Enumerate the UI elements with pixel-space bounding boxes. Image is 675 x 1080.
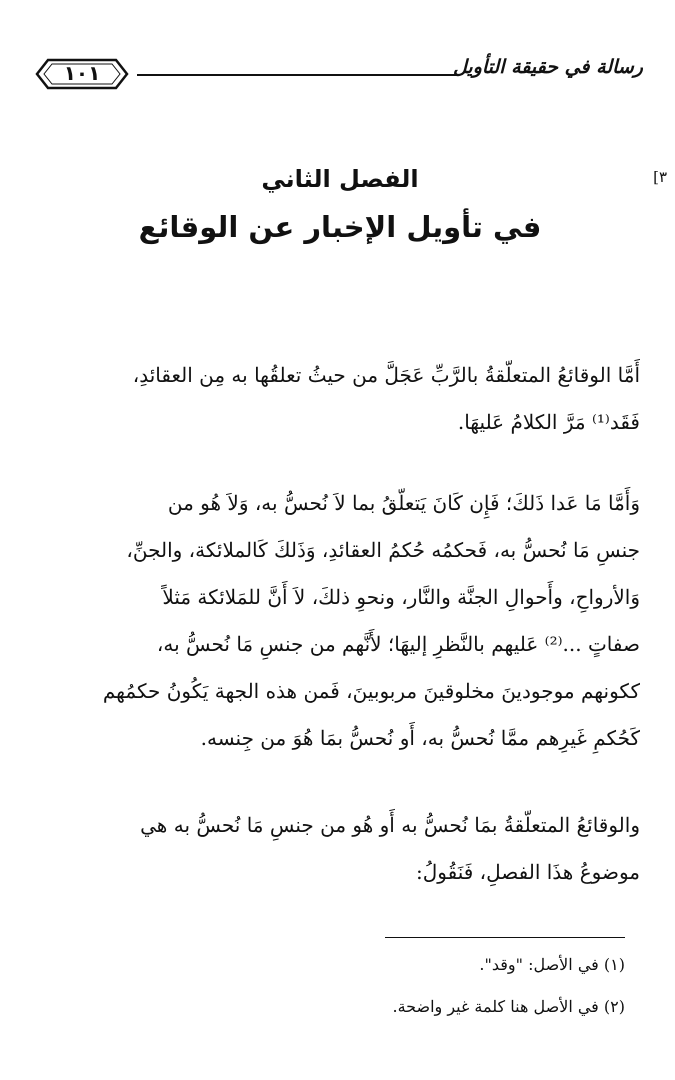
page-number: ١٠١ [63, 61, 101, 85]
footnote-rule [385, 937, 625, 938]
chapter-title: الفصل الثاني [261, 165, 419, 193]
header-rule [137, 74, 457, 76]
text-line: وَالأرواحِ، وأَحوالِ الجنَّة والنَّار، ونحوِ ذلكَ، لاَ أَنَّ للمَلائكة مَثلاً [162, 585, 640, 609]
running-header-title: رسالة في حقيقة التأويل [453, 56, 643, 78]
text-line: والوقائعُ المتعلّقةُ بمَا نُحسُّ به أَو هُو من جنسِ مَا نُحسُّ به هي [140, 813, 640, 837]
text-line: فَقَد⁽¹⁾ مَرَّ الكلامُ عَليهَا. [457, 410, 640, 434]
text-line: موضوعُ هذَا الفصلِ، فَنَقُولُ: [416, 860, 640, 884]
paragraph-3 [40, 802, 640, 896]
paragraph-1 [40, 352, 640, 446]
footnote-1: (١) في الأصل: "وقد". [479, 955, 625, 974]
paragraph-2 [40, 480, 640, 762]
text-line: صفاتٍ ...⁽²⁾ عَليهم بالنَّظرِ إليهَا؛ لأَنَّهم من جنسِ مَا نُحسُّ به، [156, 632, 640, 656]
chapter-subtitle: في تأويل الإخبار عن الوقائع [138, 210, 542, 244]
text-line: كَحُكمِ غَيرِهم ممَّا نُحسُّ به، أَو نُحسُّ بمَا هُوَ من جِنسه. [200, 726, 640, 750]
text-line: ككونهم موجودينَ مخلوقينَ مربوبينَ، فَمن هذه الجهة يَكُونُ حكمُهم [102, 679, 640, 703]
text-line: وَأَمَّا مَا عَدا ذَلكَ؛ فَإِن كَانَ يَتعلّقُ بما لاَ نُحسُّ به، وَلاَ هُو من [167, 491, 640, 515]
footnote-2: (٢) في الأصل هنا كلمة غير واضحة. [392, 997, 625, 1016]
page-number-badge [34, 57, 130, 91]
text-line: أَمَّا الوقائعُ المتعلّقةُ بالرَّبِّ عَجَلَّ من حيثُ تعلقُها به مِن العقائدِ، [132, 363, 640, 387]
text-line: جنسِ مَا نُحسُّ به، فَحكمُه حُكمُ العقائدِ، وَذَلكَ كَالملائكة، والجنِّ، [126, 538, 640, 562]
margin-reference: [٣ [653, 168, 667, 186]
